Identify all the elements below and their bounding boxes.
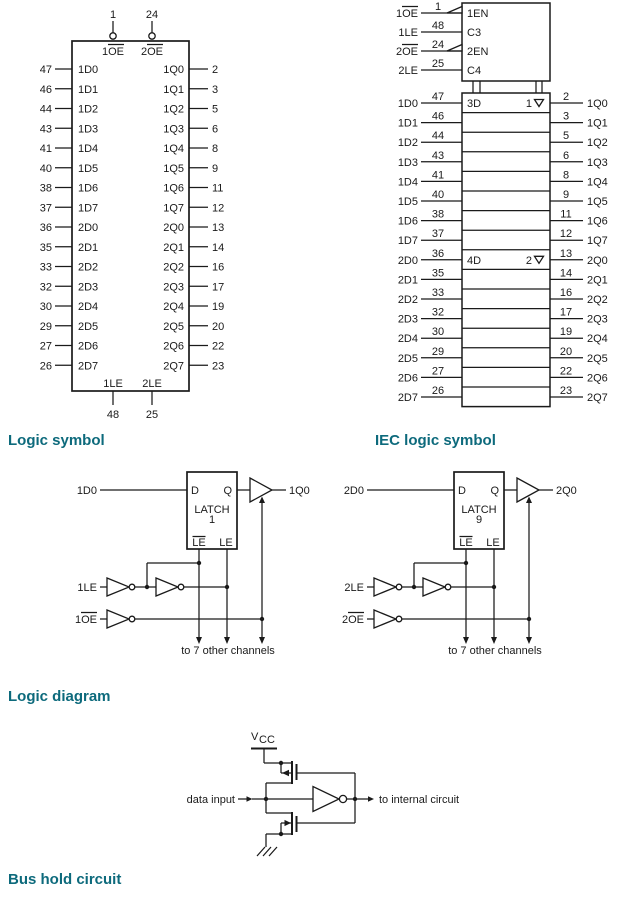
le-label: 2LE [142,378,162,390]
junction-dot [145,585,149,589]
iec-block-connectors [473,81,542,93]
pin-number: 30 [39,301,52,313]
pin-label: 1D0 [78,64,99,76]
logic-symbol-figure [0,0,300,430]
pin-number: 3 [212,83,219,96]
pin-number: 38 [431,208,445,221]
bus-hold-figure [0,715,500,870]
latch-le-pin: LE [219,537,233,549]
pin-label: 1D7 [397,235,418,248]
latch-name: LATCH [461,504,497,516]
cell-label: 4D [467,254,482,267]
cell-label: 3D [467,98,482,110]
pin-label: 2D2 [397,294,418,306]
q-output-label: 2Q0 [556,485,577,497]
pin-number: 9 [212,162,219,175]
pin-number: 16 [559,287,573,299]
pin-number: 24 [431,39,445,51]
inverter-bubble [396,584,402,590]
pin-number: 48 [106,409,120,421]
inverter-bubble [129,584,135,590]
pin-number: 36 [39,222,52,234]
pin-label: 1D6 [78,182,99,195]
pin-label: 2D0 [397,254,418,267]
nmos-transistor-icon [266,799,355,847]
pin-label: 2D4 [397,333,418,346]
caption-logic-symbol: Logic symbol [8,432,105,449]
pin-number: 3 [562,110,570,123]
pin-label: 1Q4 [163,143,184,155]
pin-number: 22 [212,340,225,353]
pin-label: 2D2 [78,261,99,274]
latch-channel-circuit-1 [100,472,286,644]
latch-number: 9 [475,514,483,526]
control-function-label: C3 [467,27,482,39]
oe-label: 2OE [140,46,164,58]
pin-label: 1Q3 [587,156,608,169]
junction-dot [279,761,283,765]
pin-label: 1Q2 [163,103,184,116]
pmos-transistor-icon [266,761,355,799]
pin-number: 5 [562,130,570,143]
q-output-label: 1Q0 [289,485,310,497]
pin-label: 2Q5 [587,352,608,365]
pin-label: 1Q6 [163,182,184,195]
caption-iec-logic-symbol: IEC logic symbol [375,432,496,449]
pin-number: 27 [431,365,445,378]
pin-label: 2D5 [78,320,99,333]
caption-bus-hold: Bus hold circuit [8,871,122,888]
internal-circuit-label: to internal circuit [379,794,460,806]
pin-number: 17 [559,306,573,319]
junction-dot [527,617,531,621]
pin-label: 2D3 [78,281,99,294]
pin-number: 44 [39,103,52,116]
pin-label: 1D5 [78,162,99,175]
pin-label: 2Q1 [163,241,184,254]
pin-number: 11 [560,208,572,221]
pin-label: 2D0 [78,222,99,234]
pin-number: 47 [39,64,52,76]
pin-number: 8 [212,143,219,155]
pin-label: 2Q2 [587,294,608,306]
inverter-bubble [129,616,135,622]
inverter-icon [374,610,396,628]
pin-number: 19 [212,301,225,313]
pin-number: 48 [431,20,445,32]
inverter-icon [313,787,339,812]
latch-channel-circuit-2 [367,472,553,644]
pin-label: 1Q7 [163,202,184,215]
junction-dot [464,561,468,565]
pin-number: 43 [431,149,445,162]
output-buffer-icon [250,478,272,502]
active-low-bubble [149,33,155,39]
pin-label: 2Q6 [163,340,184,353]
down-arrowhead [526,637,532,644]
pin-number: 32 [39,281,52,294]
inverter-icon [423,578,445,596]
latch-le-bar-pin: LE [192,537,206,549]
pin-label: 2D1 [78,241,99,254]
inverter-bubble [339,795,346,802]
pin-number: 12 [212,202,225,215]
control-label: 1OE [395,8,418,20]
active-low-bubble [110,33,116,39]
pin-label: 1Q2 [587,137,608,150]
pin-number: 29 [431,345,445,358]
other-channels-note: to 7 other channels [448,645,542,657]
d-input-label: 1D0 [76,485,97,497]
pin-label: 2Q0 [587,254,608,267]
pin-number: 30 [431,326,445,339]
latch-number: 1 [208,514,216,526]
up-arrowhead [526,497,532,504]
pin-label: 2D6 [78,340,99,353]
d-input-label: 2D0 [343,485,364,497]
pin-number: 6 [212,123,219,136]
pin-label: 2Q2 [163,261,184,274]
polarity-indicator [447,7,462,14]
inverter-icon [107,578,129,596]
pin-number: 32 [431,306,445,319]
pin-number: 1 [434,1,442,13]
pin-number: 35 [431,267,445,280]
pin-number: 41 [39,143,52,155]
pin-label: 1D7 [78,202,99,215]
pin-number: 29 [39,320,52,333]
down-arrowhead [259,637,265,644]
down-arrowhead [224,637,230,644]
body-arrow [282,770,289,776]
le-input-label: 1LE [77,582,97,594]
pin-label: 1D2 [397,137,418,150]
latch-q-pin: Q [490,485,499,497]
pin-label: 2Q5 [163,320,184,333]
pin-number: 14 [559,267,573,280]
oe-input-label: 1OE [74,614,97,626]
pin-number: 27 [39,340,52,353]
pin-number: 8 [562,169,570,182]
pin-number: 23 [559,385,573,397]
pin-number: 23 [212,360,225,373]
junction-dot [260,617,264,621]
pin-number: 6 [562,149,570,162]
pin-number: 13 [212,222,225,234]
inverter-icon [374,578,396,596]
pin-label: 2Q0 [163,222,184,234]
pin-number: 20 [559,345,573,358]
iec-logic-symbol-figure [370,0,634,430]
pin-label: 1Q1 [587,117,608,130]
keeper-inverter [313,773,374,823]
pin-label: 1D6 [397,215,418,228]
pin-number: 43 [39,123,52,136]
down-arrowhead [491,637,497,644]
pin-label: 2D3 [397,313,418,326]
pin-number: 5 [212,103,219,116]
pin-label: 2D5 [397,352,418,365]
pin-label: 1D4 [397,176,418,189]
pin-number: 46 [431,110,445,123]
right-arrowhead [368,796,374,802]
pin-label: 1D1 [397,117,418,130]
other-channels-note: to 7 other channels [181,645,275,657]
inverter-bubble [396,616,402,622]
pin-label: 1D1 [78,83,99,96]
vcc-subscript: CC [259,734,275,746]
pin-label: 1Q4 [587,176,608,189]
pin-label: 2D7 [78,360,99,373]
pin-label: 2Q7 [587,392,608,404]
vcc-supply [251,731,292,763]
output-buffer-icon [517,478,539,502]
pin-number: 11 [212,182,224,195]
pin-label: 1Q5 [163,162,184,175]
cell-qualifier: 1 [525,98,532,110]
pin-number: 1 [109,9,117,21]
latch-le-bar-pin: LE [459,537,473,549]
pin-number: 35 [39,241,52,254]
body-arrow [285,820,292,826]
pin-label: 2D7 [397,392,418,404]
pin-number: 26 [431,385,445,397]
inverter-icon [156,578,178,596]
junction-dot [225,585,229,589]
pin-number: 16 [212,261,225,274]
control-label: 1LE [398,27,418,39]
pin-label: 2Q4 [587,333,608,346]
latch-name: LATCH [194,504,230,516]
pin-label: 2Q4 [163,301,184,313]
pin-number: 2 [562,91,570,103]
pin-label: 2Q3 [587,313,608,326]
pin-label: 2Q6 [587,372,608,385]
pin-number: 40 [39,162,52,175]
pin-label: 1Q7 [587,235,608,248]
pin-label: 1Q3 [163,123,184,136]
pin-number: 25 [145,409,159,421]
down-arrowhead [196,637,202,644]
pin-label: 1D3 [78,123,99,136]
le-label: 1LE [103,378,123,390]
pin-label: 2D1 [397,274,418,287]
oe-input-label: 2OE [341,614,364,626]
logic-diagram-figure [0,460,634,675]
junction-dot [279,832,283,836]
up-arrowhead [259,497,265,504]
pin-number: 26 [39,360,52,373]
pin-label: 1D2 [78,103,99,116]
inverter-bubble [178,584,184,590]
cell-qualifier: 2 [525,254,532,267]
pin-label: 2D4 [78,301,99,313]
right-arrowhead [247,796,253,802]
junction-dot [197,561,201,565]
caption-logic-diagram: Logic diagram [8,688,111,705]
data-input-label: data input [186,794,235,806]
pin-label: 2D6 [397,372,418,385]
vcc-label: V [251,731,259,743]
inverter-bubble [445,584,451,590]
pin-label: 1D4 [78,143,99,155]
polarity-indicator [447,45,462,52]
pin-number: 25 [431,58,445,70]
latch-q-pin: Q [223,485,232,497]
pin-number: 33 [39,261,52,274]
ground-icon [257,847,277,856]
pin-number: 46 [39,83,52,96]
le-input-label: 2LE [344,582,364,594]
junction-dot [412,585,416,589]
pin-label: 2Q7 [163,360,184,373]
control-function-label: 1EN [467,8,489,20]
pin-number: 36 [431,247,445,260]
latch-le-pin: LE [486,537,500,549]
pin-number: 14 [212,241,225,254]
pin-label: 1Q6 [587,215,608,228]
pin-number: 44 [431,130,445,143]
pin-number: 9 [562,189,570,201]
pin-label: 2Q1 [587,274,608,287]
junction-dot [492,585,496,589]
control-label: 2LE [398,65,418,77]
pin-label: 1Q5 [587,196,608,208]
control-function-label: C4 [467,65,482,77]
pin-label: 1Q1 [163,83,184,96]
pin-number: 40 [431,189,445,201]
control-function-label: 2EN [467,46,489,58]
pin-number: 37 [431,228,445,241]
pin-number: 38 [39,182,52,195]
pin-number: 20 [212,320,225,333]
pin-label: 1D3 [397,156,418,169]
junction-dot [353,797,357,801]
pin-number: 41 [431,169,445,182]
junction-dot [264,797,268,801]
pin-number: 33 [431,287,445,299]
pin-number: 2 [212,64,219,76]
pin-number: 19 [559,326,573,339]
pin-label: 2Q3 [163,281,184,294]
latch-d-pin: D [458,485,466,497]
pin-label: 1Q0 [163,64,184,76]
pin-number: 22 [559,365,573,378]
latch-d-pin: D [191,485,199,497]
oe-label: 1OE [101,46,125,58]
pin-label: 1D0 [397,98,418,110]
pin-number: 12 [559,228,573,241]
pin-number: 37 [39,202,52,215]
pin-label: 1D5 [397,196,418,208]
pin-number: 17 [212,281,225,294]
pin-number: 24 [145,9,159,21]
control-label: 2OE [395,46,418,58]
down-arrowhead [463,637,469,644]
pin-label: 1Q0 [587,98,608,110]
pin-number: 13 [559,247,573,260]
inverter-icon [107,610,129,628]
pin-number: 47 [431,91,445,103]
